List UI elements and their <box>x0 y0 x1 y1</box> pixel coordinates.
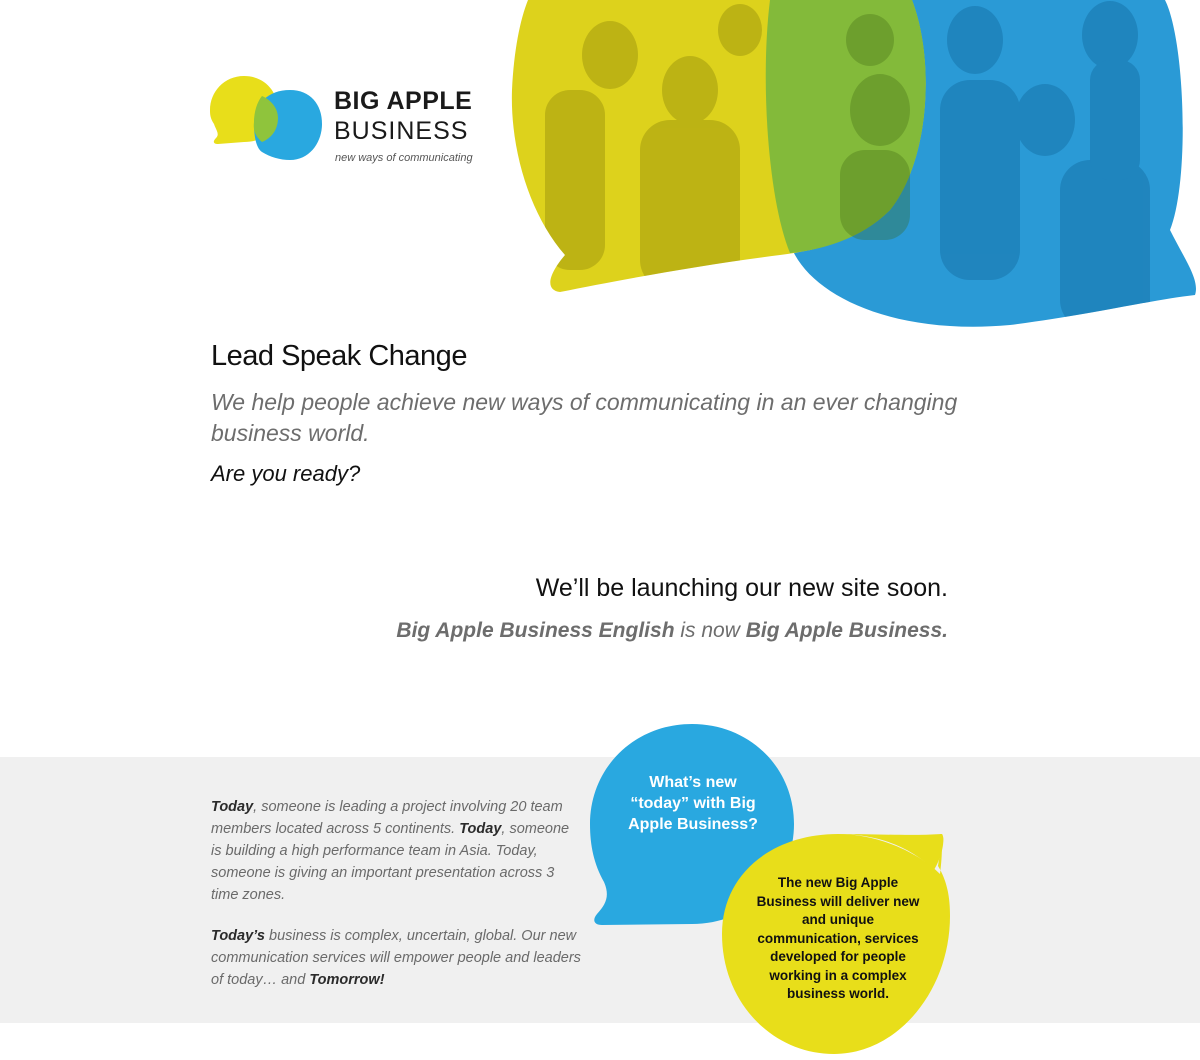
emphasis-today: Today <box>211 799 254 815</box>
rename-connector: is now <box>674 619 746 642</box>
page-title: Lead Speak Change <box>211 340 467 372</box>
intro-section <box>211 340 971 487</box>
emphasis-todays: Today’s <box>211 928 265 944</box>
emphasis-tomorrow: Tomorrow! <box>309 972 385 988</box>
logo-name-line1: BIG APPLE <box>334 87 473 115</box>
about-p2-text: business is complex, uncertain, global. Our new communication services will empower people and leaders of today… and <box>211 928 581 988</box>
emphasis-today-2: Today <box>459 821 502 837</box>
brand-logo[interactable] <box>210 74 490 174</box>
whats-new-question: What’s new “today” with Big Apple Business? <box>628 774 758 833</box>
intro-subtitle: We help people achieve new ways of communicating in an ever changing business world. <box>211 389 958 446</box>
launch-headline: We’ll be launching our new site soon. <box>535 574 948 602</box>
whats-new-bubbles <box>580 720 960 1060</box>
about-paragraph-1 <box>211 796 581 906</box>
about-p1-text-1: , someone is leading a project involving 20 team members located across 5 continents. <box>211 799 563 837</box>
intro-question: Are you ready? <box>211 461 361 486</box>
about-p1-text-2: , someone is building a high performance team in Asia. Today, someone is giving an important presentation across 3 time zones. <box>211 821 570 903</box>
about-text <box>211 796 581 1010</box>
new-services-answer: The new Big Apple Business will deliver new and unique communication, services developed for people working in a complex business world. <box>756 875 920 1001</box>
new-brand-name: Big Apple Business. <box>745 619 948 642</box>
logo-name-line2: BUSINESS <box>334 117 469 145</box>
launch-notice <box>396 574 948 643</box>
hero-image <box>0 0 1200 340</box>
about-paragraph-2 <box>211 925 581 991</box>
rename-notice <box>396 619 948 643</box>
old-brand-name: Big Apple Business English <box>396 619 675 642</box>
speech-bubbles-logo-icon <box>210 74 332 166</box>
logo-tagline: new ways of communicating <box>335 152 473 164</box>
